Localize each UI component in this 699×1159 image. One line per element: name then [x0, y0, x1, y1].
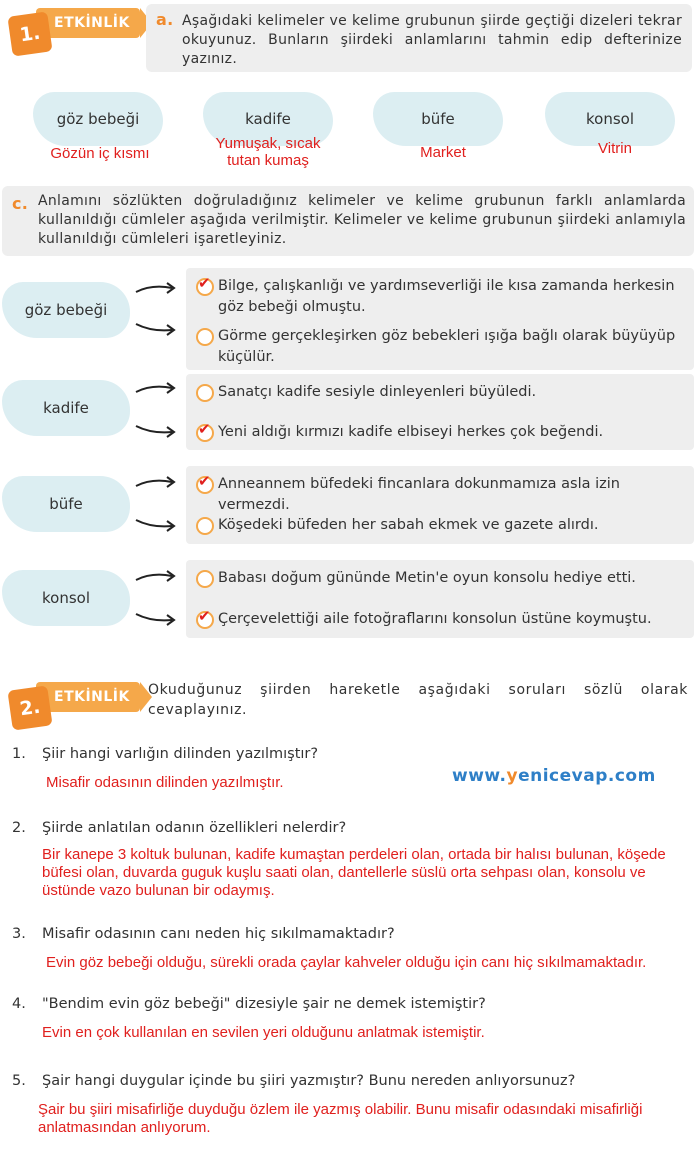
- answer-5: Şair bu şiiri misafirliğe duyduğu özlem ile yazmış olabilir. Bunu misafir odasındaki misafirliği anlatmasından anlıyorum.: [38, 1101, 643, 1136]
- option-text: Çerçevelettiği aile fotoğraflarını konsolun üstüne koymuştu.: [218, 611, 652, 627]
- arrow-icon: [134, 514, 180, 534]
- option-text: Babası doğum gününde Metin'e oyun konsolu hediye etti.: [218, 570, 636, 586]
- answer-1: Misafir odasının dilinden yazılmıştır.: [46, 774, 284, 791]
- option-bufe-2[interactable]: [196, 515, 684, 536]
- word-label: büfe: [421, 110, 455, 128]
- question-2-number: 2.: [12, 820, 26, 836]
- word-label: göz bebeği: [56, 110, 140, 128]
- part-c-letter: c.: [12, 194, 29, 213]
- option-text: Görme gerçekleşirken göz bebekleri ışığa bağlı olarak büyüyüp küçülür.: [218, 328, 676, 365]
- activity2-tag: [36, 682, 140, 712]
- radio-circle[interactable]: [196, 328, 214, 346]
- match-word-label: göz bebeği: [24, 301, 108, 319]
- answer-2: Bir kanepe 3 koltuk bulunan, kadife kumaştan perdeleri olan, ortada bir halısı bulunan, köşede büfesi olan, duvarda guguk kuşlu saati olan, dantellerle süslü orta sehpası olan, konsolu ve üstünde vazo bulunan bir odaymış.: [42, 846, 666, 899]
- answer-3: Evin göz bebeği olduğu, sürekli orada çaylar kahveler olduğu için canı hiç sıkılmamaktadır.: [46, 954, 647, 971]
- option-text: Anneannem büfedeki fincanlara dokunmamıza asla izin vermezdi.: [218, 476, 620, 513]
- question-4-text: "Bendim evin göz bebeği" dizesiyle şair ne demek istemiştir?: [42, 996, 486, 1012]
- match-word-goz-bebegi: [2, 282, 130, 338]
- answer-4: Evin en çok kullanılan en sevilen yeri olduğunu anlatmak istemiştir.: [42, 1024, 485, 1041]
- activity1-tag-text: ETKİNLİK: [54, 15, 130, 31]
- arrow-icon: [134, 568, 180, 588]
- option-text: Yeni aldığı kırmızı kadife elbiseyi herkes çok beğendi.: [218, 424, 604, 440]
- option-text: Sanatçı kadife sesiyle dinleyenleri büyüledi.: [218, 384, 537, 400]
- check-icon: ✔: [198, 420, 211, 438]
- watermark-rest: enicevap.com: [518, 766, 656, 786]
- option-konsol-2[interactable]: [196, 609, 684, 630]
- option-goz-bebegi-2[interactable]: [196, 326, 684, 368]
- question-4-number: 4.: [12, 996, 26, 1012]
- option-kadife-2[interactable]: [196, 422, 684, 443]
- option-kadife-1[interactable]: [196, 382, 684, 403]
- activity1-tag: [36, 8, 140, 38]
- word-label: konsol: [586, 110, 634, 128]
- option-bufe-1[interactable]: [196, 474, 684, 516]
- watermark-brand-letter: y: [506, 766, 519, 786]
- activity2-instruction: Okuduğunuz şiirden hareketle aşağıdaki soruları sözlü olarak cevaplayınız.: [148, 682, 688, 718]
- part-c-instruction: Anlamını sözlükten doğruladığınız kelimeler ve kelime grubunun farklı anlamlarda kullanıldığı cümleler aşağıda verilmiştir. Kelimeler ve kelime grubunun şiirdeki anlamıyla kullanıldığı cümleleri işaretleyiniz.: [38, 193, 686, 247]
- question-1-number: 1.: [12, 746, 26, 762]
- match-word-label: kadife: [43, 399, 89, 417]
- word-label: kadife: [245, 110, 291, 128]
- activity1-number-text: 1.: [18, 21, 42, 47]
- activity1-number: [7, 11, 52, 56]
- match-word-label: konsol: [42, 589, 90, 607]
- part-a-letter: a.: [156, 10, 174, 29]
- match-word-kadife: [2, 380, 130, 436]
- part-a-instruction-box: [146, 4, 692, 72]
- arrow-icon: [134, 474, 180, 494]
- arrow-icon: [134, 420, 180, 440]
- arrow-icon: [134, 608, 180, 628]
- check-icon: ✔: [198, 472, 211, 490]
- option-goz-bebegi-1[interactable]: [196, 276, 684, 318]
- arrow-icon: [134, 318, 180, 338]
- activity2-number-text: 2.: [18, 695, 42, 721]
- question-3-text: Misafir odasının canı neden hiç sıkılmamaktadır?: [42, 926, 395, 942]
- option-text: Köşedeki büfeden her sabah ekmek ve gazete alırdı.: [218, 517, 599, 533]
- word-cloud-bufe: [373, 92, 503, 146]
- question-1-text: Şiir hangi varlığın dilinden yazılmıştır?: [42, 746, 319, 762]
- match-word-bufe: [2, 476, 130, 532]
- arrow-icon: [134, 380, 180, 400]
- question-5-number: 5.: [12, 1073, 26, 1089]
- activity2-tag-text: ETKİNLİK: [54, 689, 130, 705]
- word-cloud-konsol: [545, 92, 675, 146]
- meaning-konsol: Vitrin: [598, 140, 632, 157]
- activity2-number: [7, 685, 52, 730]
- match-word-label: büfe: [49, 495, 83, 513]
- part-c-instruction-box: [2, 186, 694, 256]
- meaning-kadife: Yumuşak, sıcak tutan kumaş: [215, 135, 321, 169]
- meaning-bufe: Market: [420, 144, 466, 161]
- match-word-konsol: [2, 570, 130, 626]
- check-icon: ✔: [198, 607, 211, 625]
- watermark-prefix: www.: [452, 766, 507, 786]
- question-3-number: 3.: [12, 926, 26, 942]
- check-icon: ✔: [198, 274, 211, 292]
- radio-circle[interactable]: [196, 517, 214, 535]
- radio-circle[interactable]: [196, 384, 214, 402]
- question-2-text: Şiirde anlatılan odanın özellikleri nelerdir?: [42, 820, 347, 836]
- arrow-icon: [134, 280, 180, 300]
- option-text: Bilge, çalışkanlığı ve yardımseverliği ile kısa zamanda herkesin göz bebeği olmuştu.: [218, 278, 675, 315]
- part-a-instruction: Aşağıdaki kelimeler ve kelime grubunun şiirde geçtiği dizeleri tekrar okuyunuz. Bunların şiirdeki anlamlarını tahmin edip defterinize yazınız.: [182, 13, 682, 67]
- word-cloud-goz-bebegi: [33, 92, 163, 146]
- meaning-goz-bebegi: Gözün iç kısmı: [50, 145, 150, 162]
- option-konsol-1[interactable]: [196, 568, 684, 589]
- question-5-text: Şair hangi duygular içinde bu şiiri yazmıştır? Bunu nereden anlıyorsunuz?: [42, 1073, 576, 1089]
- radio-circle[interactable]: [196, 570, 214, 588]
